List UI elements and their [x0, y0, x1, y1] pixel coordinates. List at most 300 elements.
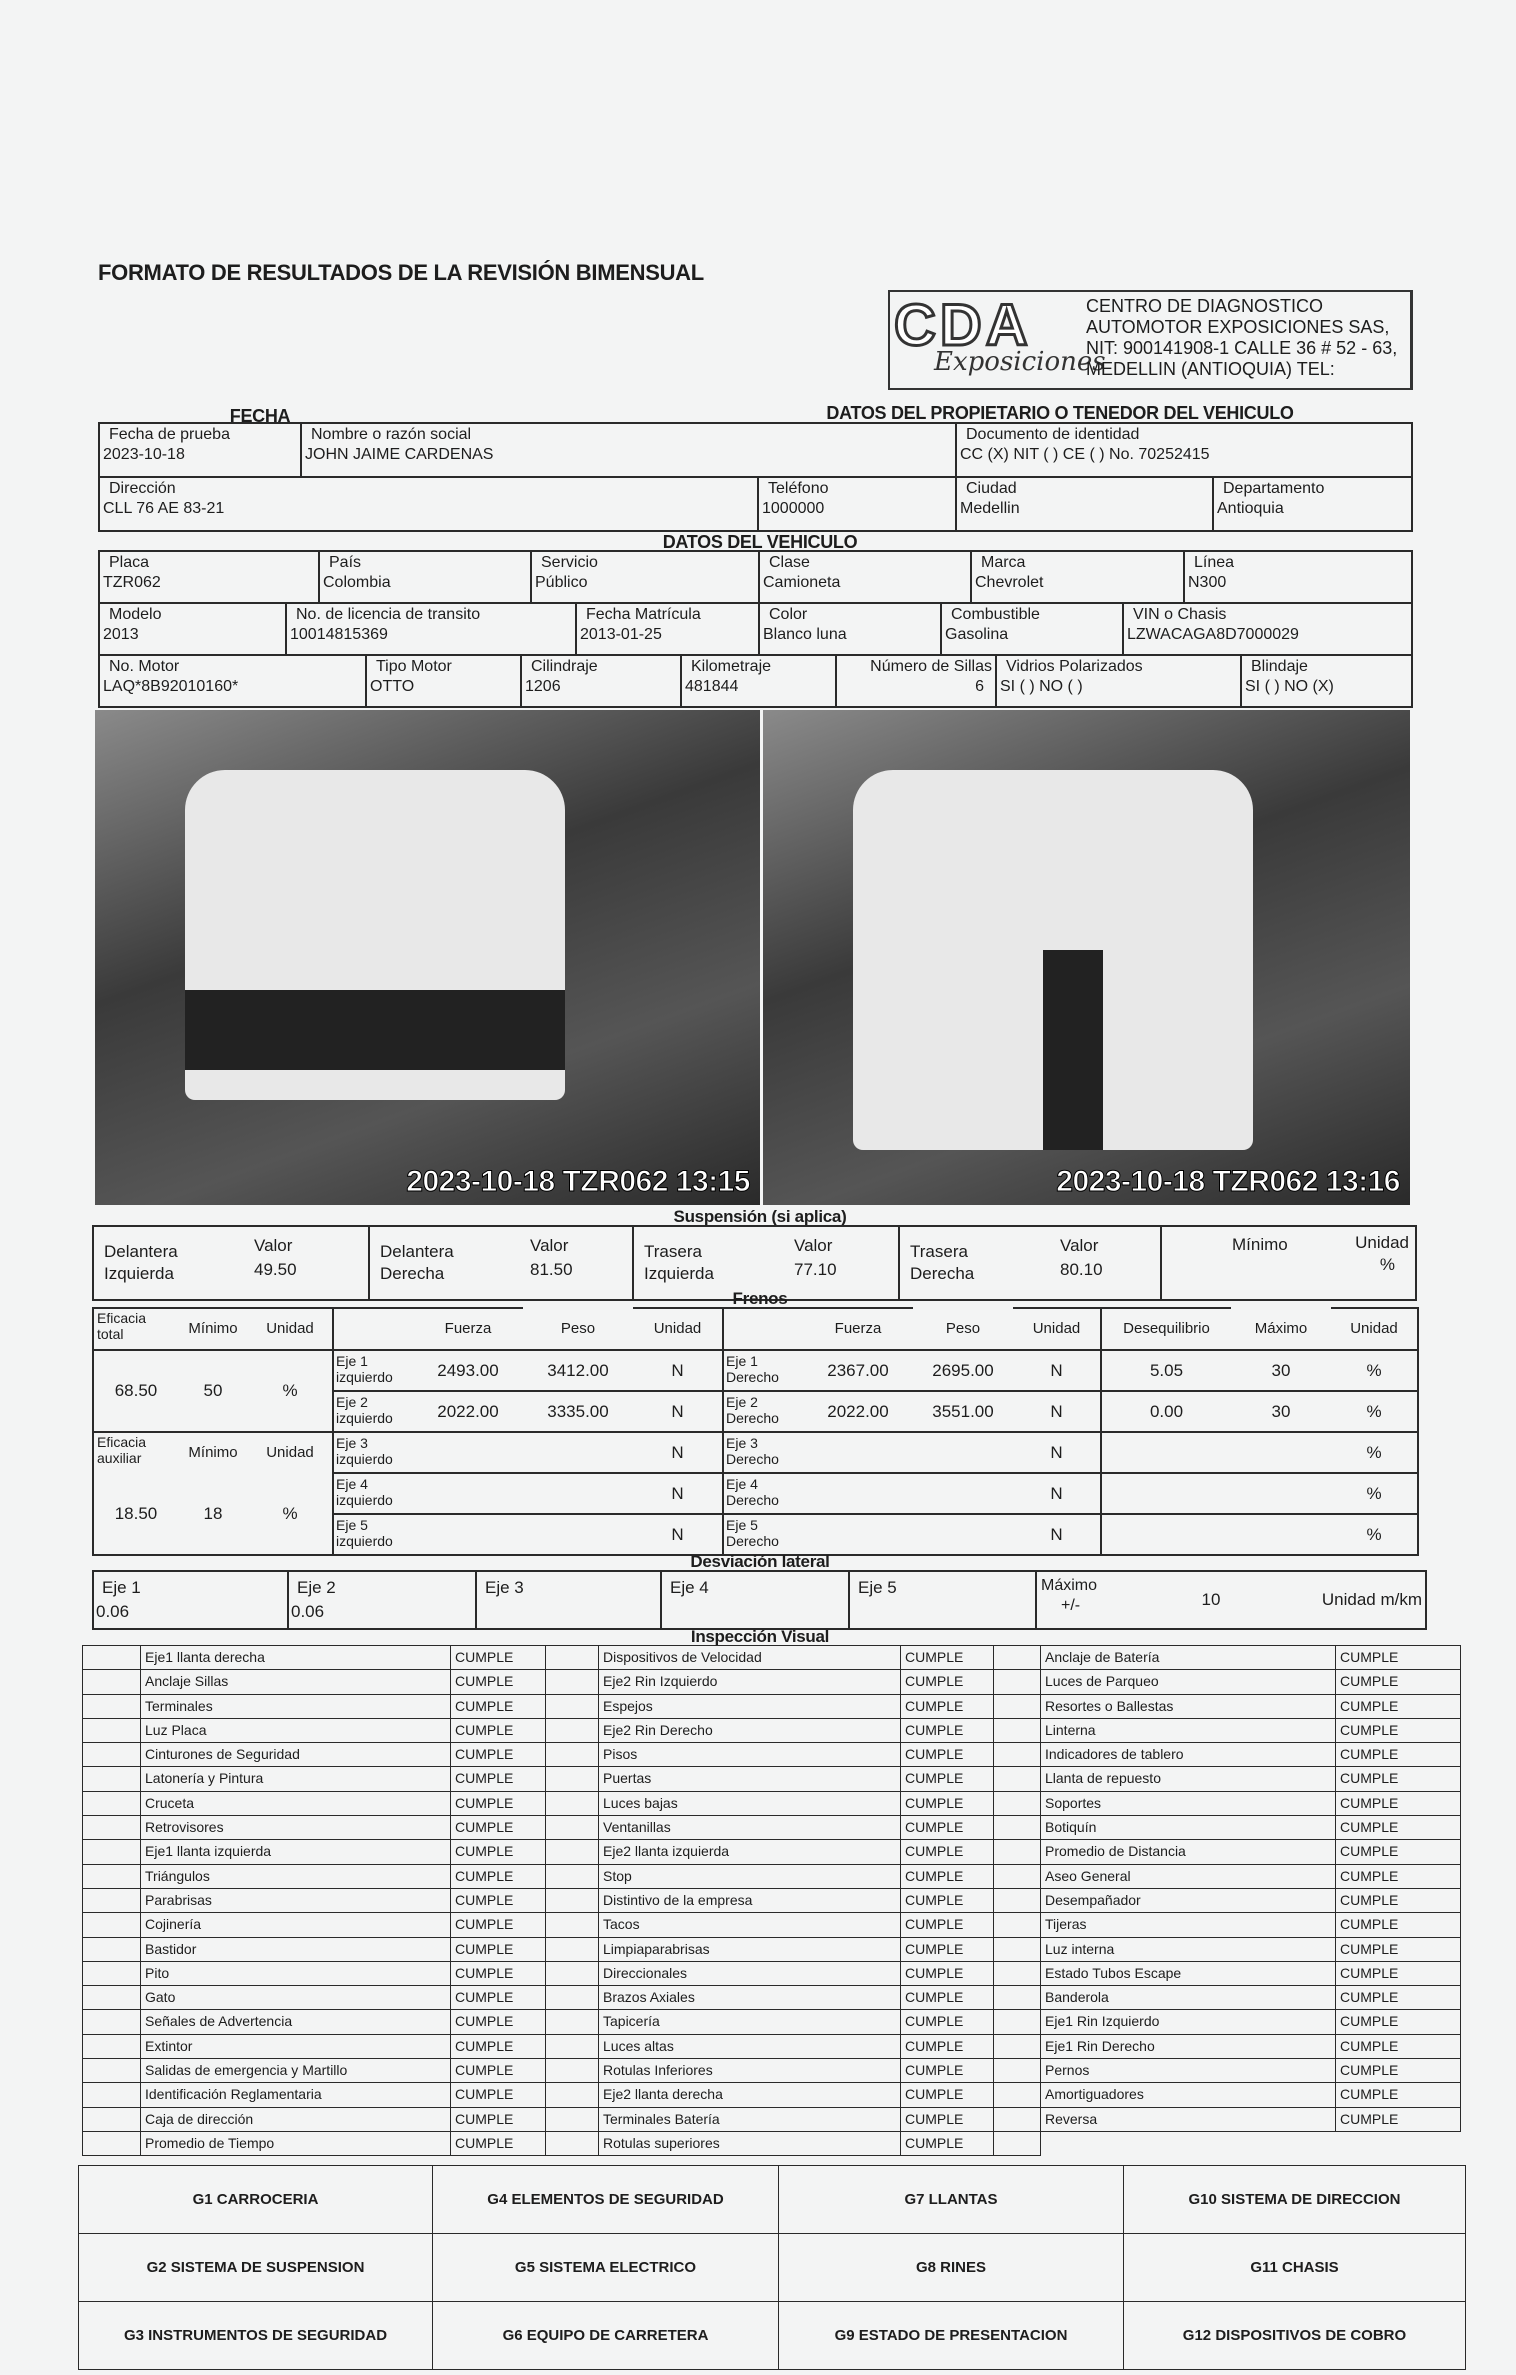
address: CLL 76 AE 83-21 [103, 500, 225, 517]
total-efficiency-valor: 68.50 [93, 1350, 178, 1432]
right-weight: 3551.00 [913, 1391, 1013, 1432]
photo-timestamp: 2023-10-18 TZR062 13:16 [1056, 1165, 1400, 1198]
inspection-status: CUMPLE [451, 1864, 546, 1888]
empty-cell [546, 1743, 599, 1767]
inspection-item: Terminales [141, 1694, 451, 1718]
inspection-row [83, 1864, 1461, 1888]
inspection-status: CUMPLE [1336, 1743, 1461, 1767]
imbalance-value [1101, 1432, 1231, 1473]
left-axle-label: Eje 1 izquierdo [333, 1350, 413, 1391]
inspection-status: CUMPLE [1336, 1864, 1461, 1888]
inspection-status: CUMPLE [1336, 1913, 1461, 1937]
empty-cell [546, 2034, 599, 2058]
inspection-status: CUMPLE [901, 1718, 994, 1742]
suspension-heading: Suspensión (si aplica) [673, 1207, 847, 1226]
wheel-side: Trasera [910, 1242, 968, 1261]
inspection-status: CUMPLE [1336, 1718, 1461, 1742]
empty-cell [546, 1791, 599, 1815]
right-force [803, 1473, 913, 1514]
suspension-cell [899, 1226, 1161, 1300]
inspection-status: CUMPLE [451, 2131, 546, 2155]
left-weight [523, 1432, 633, 1473]
imbalance-max: 30 [1231, 1391, 1331, 1432]
label: Nombre o razón social [311, 426, 472, 443]
class: Camioneta [763, 574, 841, 591]
inspection-item: Luces de Parqueo [1041, 1670, 1336, 1694]
displacement: 1206 [525, 678, 561, 695]
left-unit: N [633, 1514, 723, 1555]
empty-cell [546, 1646, 599, 1670]
empty-cell [546, 1694, 599, 1718]
inspection-item: Soportes [1041, 1791, 1336, 1815]
suspension-cell [93, 1226, 369, 1300]
suspension-value: 49.50 [254, 1260, 297, 1279]
empty-cell [83, 2107, 141, 2131]
right-unit: N [1013, 1391, 1101, 1432]
document-title: FORMATO DE RESULTADOS DE LA REVISIÓN BIMENSUAL [98, 260, 704, 285]
empty-cell [83, 2034, 141, 2058]
label: Modelo [109, 606, 162, 623]
position-label [644, 1236, 888, 1285]
owner-heading: DATOS DEL PROPIETARIO O TENEDOR DEL VEHICULO [826, 403, 1294, 423]
axle-label: Eje 5 [858, 1578, 897, 1597]
unit-label: Unidad [248, 1308, 333, 1350]
max-value: 10 [1166, 1571, 1256, 1629]
inspection-item: Pisos [599, 1743, 901, 1767]
empty-cell [546, 1937, 599, 1961]
empty-cell [546, 2010, 599, 2034]
total-efficiency-unidad: % [248, 1350, 333, 1432]
color: Blanco luna [763, 626, 847, 643]
right-force: 2367.00 [803, 1350, 913, 1391]
weight-label: Peso [560, 1319, 596, 1337]
inspection-status: CUMPLE [901, 2131, 994, 2155]
empty-cell [1336, 2131, 1461, 2155]
owner-id: CC (X) NIT ( ) CE ( ) No. 70252415 [960, 446, 1210, 463]
label: Vidrios Polarizados [1006, 658, 1143, 675]
empty-cell [83, 2010, 141, 2034]
fecha-heading: FECHA [229, 406, 291, 426]
empty-cell [994, 2010, 1041, 2034]
inspection-item: Eje1 Rin Derecho [1041, 2034, 1336, 2058]
inspection-status: CUMPLE [1336, 1646, 1461, 1670]
inspection-row [83, 1646, 1461, 1670]
test-date: 2023-10-18 [103, 446, 185, 463]
model: 2013 [103, 626, 139, 643]
position-label [910, 1236, 1150, 1285]
inspection-item: Parabrisas [141, 1888, 451, 1912]
label: Línea [1194, 554, 1235, 571]
empty-cell [994, 2034, 1041, 2058]
empty-cell [546, 1767, 599, 1791]
aux-efficiency-valor: 18.50 [93, 1473, 178, 1555]
imbalance-max: 30 [1231, 1350, 1331, 1391]
inspection-status: CUMPLE [1336, 2059, 1461, 2083]
max-sub: +/- [1061, 1597, 1081, 1614]
inspection-item: Stop [599, 1864, 901, 1888]
inspection-item: Eje2 Rin Derecho [599, 1718, 901, 1742]
group-label: G11 CHASIS [1124, 2234, 1466, 2302]
vehicle-front-photo [95, 710, 760, 1205]
right-unit: N [1013, 1432, 1101, 1473]
inspection-status: CUMPLE [1336, 1816, 1461, 1840]
tinted-windows: SI ( ) NO ( ) [1000, 678, 1083, 695]
inspection-status: CUMPLE [901, 1816, 994, 1840]
group-label: G12 DISPOSITIVOS DE COBRO [1124, 2302, 1466, 2370]
imbalance-label: Desequilibrio [1101, 1308, 1231, 1350]
empty-cell [83, 1646, 141, 1670]
label: Fecha Matrícula [586, 606, 701, 623]
inspection-status: CUMPLE [1336, 1986, 1461, 2010]
maximum-label: Máximo [1254, 1319, 1308, 1337]
left-axle-label: Eje 4 izquierdo [333, 1473, 413, 1514]
position-label [104, 1236, 358, 1285]
inspection-status: CUMPLE [901, 1961, 994, 1985]
visual-inspection-heading: Inspección Visual [690, 1627, 830, 1646]
empty-cell [994, 2083, 1041, 2107]
empty-cell [83, 1791, 141, 1815]
inspection-row [83, 1937, 1461, 1961]
inspection-status: CUMPLE [451, 1767, 546, 1791]
inspection-status: CUMPLE [901, 1888, 994, 1912]
label: Marca [981, 554, 1026, 571]
left-unit: N [633, 1391, 723, 1432]
engine-type: OTTO [370, 678, 415, 695]
group-label: G4 ELEMENTOS DE SEGURIDAD [433, 2166, 779, 2234]
inspection-row [83, 2034, 1461, 2058]
lateral-deviation-heading: Desviación lateral [690, 1552, 830, 1571]
left-unit: N [633, 1473, 723, 1514]
engine-number: LAQ*8B92010160* [103, 678, 239, 695]
empty-cell [83, 1694, 141, 1718]
group-label: G3 INSTRUMENTOS DE SEGURIDAD [79, 2302, 433, 2370]
empty-cell [994, 1864, 1041, 1888]
label: Cilindraje [531, 658, 598, 675]
right-weight [913, 1514, 1013, 1555]
left-weight: 3335.00 [523, 1391, 633, 1432]
inspection-status: CUMPLE [451, 1694, 546, 1718]
label: Dirección [109, 480, 176, 497]
inspection-status: CUMPLE [451, 1840, 546, 1864]
imbalance-value [1101, 1473, 1231, 1514]
empty-cell [994, 1937, 1041, 1961]
imbalance-unit: % [1331, 1350, 1418, 1391]
inspection-item: Aseo General [1041, 1864, 1336, 1888]
empty-cell [546, 1864, 599, 1888]
empty-cell [994, 1888, 1041, 1912]
empty-cell [994, 2107, 1041, 2131]
label: Kilometraje [691, 658, 772, 675]
axle-label: Eje 4 [670, 1578, 709, 1597]
inspection-item: Extintor [141, 2034, 451, 2058]
inspection-item: Identificación Reglamentaria [141, 2083, 451, 2107]
left-force [413, 1432, 523, 1473]
empty-cell [546, 1718, 599, 1742]
inspection-status: CUMPLE [901, 2059, 994, 2083]
axle-deviation-cell [476, 1571, 661, 1629]
inspection-item: Indicadores de tablero [1041, 1743, 1336, 1767]
inspection-row [83, 1961, 1461, 1985]
right-force: 2022.00 [803, 1391, 913, 1432]
department: Antioquia [1217, 500, 1284, 517]
aux-efficiency-unidad: % [248, 1473, 333, 1555]
inspection-status: CUMPLE [1336, 1961, 1461, 1985]
right-unit: N [1013, 1473, 1101, 1514]
inspection-status: CUMPLE [901, 1791, 994, 1815]
value-label: Valor [1060, 1236, 1099, 1255]
axle-deviation-cell [93, 1571, 288, 1629]
label: Blindaje [1251, 658, 1308, 675]
inspection-item: Limpiaparabrisas [599, 1937, 901, 1961]
inspection-item: Distintivo de la empresa [599, 1888, 901, 1912]
inspection-item: Eje1 llanta izquierda [141, 1840, 451, 1864]
inspection-item: Bastidor [141, 1937, 451, 1961]
inspection-item: Promedio de Distancia [1041, 1840, 1336, 1864]
empty [333, 1308, 413, 1350]
inspection-row [83, 2083, 1461, 2107]
left-force [413, 1514, 523, 1555]
inspection-item: Espejos [599, 1694, 901, 1718]
force-label: Fuerza [803, 1308, 913, 1350]
value-label: Valor [254, 1236, 293, 1255]
inspection-item: Eje1 Rin Izquierdo [1041, 2010, 1336, 2034]
inspection-row [83, 1791, 1461, 1815]
wheel-side: Delantera [104, 1242, 178, 1261]
empty-cell [546, 1888, 599, 1912]
lateral-deviation-table [92, 1570, 1427, 1630]
inspection-status: CUMPLE [451, 2107, 546, 2131]
inspection-item: Desempañador [1041, 1888, 1336, 1912]
inspection-item: Estado Tubos Escape [1041, 1961, 1336, 1985]
inspection-status: CUMPLE [1336, 2010, 1461, 2034]
inspection-status: CUMPLE [451, 1670, 546, 1694]
empty-cell [994, 1961, 1041, 1985]
group-label: G2 SISTEMA DE SUSPENSION [79, 2234, 433, 2302]
wheel-side: Trasera [644, 1242, 702, 1261]
seats: 6 [975, 678, 984, 695]
right-weight [913, 1473, 1013, 1514]
left-force [413, 1473, 523, 1514]
label: Número de Sillas [870, 658, 992, 675]
left-weight [523, 1473, 633, 1514]
inspection-status: CUMPLE [451, 2034, 546, 2058]
line: N300 [1188, 574, 1227, 591]
suspension-value: 80.10 [1060, 1260, 1103, 1279]
axle-deviation-cell [288, 1571, 476, 1629]
empty-cell [83, 1718, 141, 1742]
group-label: G7 LLANTAS [779, 2166, 1124, 2234]
unit-label: Unidad m/km [1256, 1571, 1426, 1629]
inspection-item: Tacos [599, 1913, 901, 1937]
label: Fecha de prueba [109, 426, 230, 443]
inspection-status: CUMPLE [901, 2083, 994, 2107]
label: Tipo Motor [376, 658, 452, 675]
inspection-row [83, 1670, 1461, 1694]
left-force: 2493.00 [413, 1350, 523, 1391]
inspection-item: Salidas de emergencia y Martillo [141, 2059, 451, 2083]
inspection-item: Linterna [1041, 1718, 1336, 1742]
imbalance-max [1231, 1432, 1331, 1473]
wheel-side: Izquierda [104, 1264, 174, 1283]
imbalance-max [1231, 1514, 1331, 1555]
weight-label: Peso [945, 1319, 981, 1337]
cda-logo-box [888, 290, 1413, 390]
inspection-item: Pernos [1041, 2059, 1336, 2083]
inspection-item: Ventanillas [599, 1816, 901, 1840]
value-label: Valor [794, 1236, 833, 1255]
empty-cell [83, 1888, 141, 1912]
max-label: Máximo [1041, 1577, 1098, 1594]
empty-cell [994, 2131, 1041, 2155]
inspection-status: CUMPLE [451, 1791, 546, 1815]
inspection-item: Latonería y Pintura [141, 1767, 451, 1791]
inspection-status: CUMPLE [901, 1986, 994, 2010]
empty-cell [546, 1670, 599, 1694]
left-force: 2022.00 [413, 1391, 523, 1432]
inspection-status: CUMPLE [901, 1670, 994, 1694]
inspection-status: CUMPLE [1336, 1694, 1461, 1718]
inspection-item: Brazos Axiales [599, 1986, 901, 2010]
imbalance-unit: % [1331, 1473, 1418, 1514]
empty-cell [83, 2131, 141, 2155]
minimum-label: Mínimo [188, 1444, 238, 1461]
value-label: Valor [530, 1236, 569, 1255]
label: VIN o Chasis [1133, 606, 1227, 623]
inspection-item: Banderola [1041, 1986, 1336, 2010]
empty-cell [83, 1961, 141, 1985]
logo-script: Exposiciones [934, 347, 1106, 377]
unit-label: Unidad [1013, 1308, 1101, 1350]
inspection-item: Botiquín [1041, 1816, 1336, 1840]
inspection-status: CUMPLE [901, 1767, 994, 1791]
label: Departamento [1223, 480, 1325, 497]
inspection-item: Triángulos [141, 1864, 451, 1888]
visual-inspection-table [82, 1645, 1461, 2156]
empty-cell [83, 1816, 141, 1840]
empty-cell [83, 1840, 141, 1864]
inspection-item: Puertas [599, 1767, 901, 1791]
inspection-status: CUMPLE [451, 1913, 546, 1937]
suspension-cell [369, 1226, 633, 1300]
inspection-item: Promedio de Tiempo [141, 2131, 451, 2155]
empty-cell [546, 2107, 599, 2131]
inspection-status: CUMPLE [1336, 2107, 1461, 2131]
inspection-item: Pito [141, 1961, 451, 1985]
right-weight: 2695.00 [913, 1350, 1013, 1391]
owner-name: JOHN JAIME CARDENAS [305, 446, 494, 463]
wheel-side: Derecha [380, 1264, 445, 1283]
vehicle-heading: DATOS DEL VEHICULO [662, 532, 858, 552]
fuel: Gasolina [945, 626, 1009, 643]
inspection-row [83, 1888, 1461, 1912]
group-label: G1 CARROCERIA [79, 2166, 433, 2234]
left-unit: N [633, 1350, 723, 1391]
inspection-status: CUMPLE [901, 2034, 994, 2058]
label: País [329, 554, 362, 571]
empty-cell [546, 1986, 599, 2010]
left-axle-label: Eje 2 izquierdo [333, 1391, 413, 1432]
inspection-item: Caja de dirección [141, 2107, 451, 2131]
service: Público [535, 574, 588, 591]
company-info: CENTRO DE DIAGNOSTICO AUTOMOTOR EXPOSICIONES SAS, NIT: 900141908-1 CALLE 36 # 52 - 63, MEDELLIN (ANTIOQUIA) TEL: [1086, 296, 1398, 379]
unit-label: Unidad [248, 1432, 333, 1473]
phone: 1000000 [762, 500, 825, 517]
inspection-item: Terminales Batería [599, 2107, 901, 2131]
brakes-heading: Frenos [732, 1289, 788, 1308]
unit-label: Unidad [1355, 1233, 1409, 1252]
empty-cell [546, 1816, 599, 1840]
vin: LZWACAGA8D7000029 [1127, 626, 1299, 643]
empty-cell [994, 1816, 1041, 1840]
inspection-row [83, 1913, 1461, 1937]
inspection-row [83, 1816, 1461, 1840]
inspection-item: Gato [141, 1986, 451, 2010]
left-axle-label: Eje 3 izquierdo [333, 1432, 413, 1473]
empty [723, 1308, 803, 1350]
total-efficiency-label: Eficacia total [93, 1308, 178, 1350]
empty-cell [994, 1646, 1041, 1670]
empty-cell [994, 1767, 1041, 1791]
aux-efficiency-minimo: 18 [178, 1473, 248, 1555]
right-unit: N [1013, 1514, 1101, 1555]
inspection-status: CUMPLE [451, 1743, 546, 1767]
inspection-item: Eje2 llanta izquierda [599, 1840, 901, 1864]
imbalance-unit: % [1331, 1432, 1418, 1473]
inspection-item: Señales de Advertencia [141, 2010, 451, 2034]
label: No. de licencia de transito [296, 606, 481, 623]
group-label: G9 ESTADO DE PRESENTACION [779, 2302, 1124, 2370]
wheel-side: Izquierda [644, 1264, 714, 1283]
inspection-status: CUMPLE [901, 1864, 994, 1888]
plate: TZR062 [103, 574, 161, 591]
inspection-row [83, 1767, 1461, 1791]
inspection-item: Luces bajas [599, 1791, 901, 1815]
inspection-item: Tijeras [1041, 1913, 1336, 1937]
inspection-status: CUMPLE [451, 1816, 546, 1840]
inspection-item: Luz Placa [141, 1718, 451, 1742]
label: Documento de identidad [966, 426, 1140, 443]
armor: SI ( ) NO (X) [1245, 678, 1334, 695]
inspection-item: Dispositivos de Velocidad [599, 1646, 901, 1670]
right-axle-label: Eje 1 Derecho [723, 1350, 803, 1391]
inspection-status: CUMPLE [1336, 2034, 1461, 2058]
inspection-item: Rotulas Inferiores [599, 2059, 901, 2083]
empty-cell [994, 1718, 1041, 1742]
inspection-status: CUMPLE [451, 1937, 546, 1961]
inspection-item: Tapicería [599, 2010, 901, 2034]
inspection-status: CUMPLE [451, 2083, 546, 2107]
unit-value: % [1379, 1255, 1395, 1274]
inspection-status: CUMPLE [451, 2010, 546, 2034]
inspection-item: Cruceta [141, 1791, 451, 1815]
empty-cell [994, 1791, 1041, 1815]
inspection-item: Retrovisores [141, 1816, 451, 1840]
inspection-item: Eje1 llanta derecha [141, 1646, 451, 1670]
inspection-item: Direccionales [599, 1961, 901, 1985]
inspection-item: Resortes o Ballestas [1041, 1694, 1336, 1718]
brakes-table [92, 1307, 1419, 1556]
right-axle-label: Eje 4 Derecho [723, 1473, 803, 1514]
inspection-status: CUMPLE [451, 1646, 546, 1670]
empty-cell [83, 1743, 141, 1767]
inspection-status: CUMPLE [1336, 1888, 1461, 1912]
unit-label: Unidad [633, 1308, 723, 1350]
group-label: G5 SISTEMA ELECTRICO [433, 2234, 779, 2302]
country: Colombia [323, 574, 391, 591]
deviation-value: 0.06 [291, 1602, 325, 1621]
inspection-row [83, 2010, 1461, 2034]
imbalance-value [1101, 1514, 1231, 1555]
